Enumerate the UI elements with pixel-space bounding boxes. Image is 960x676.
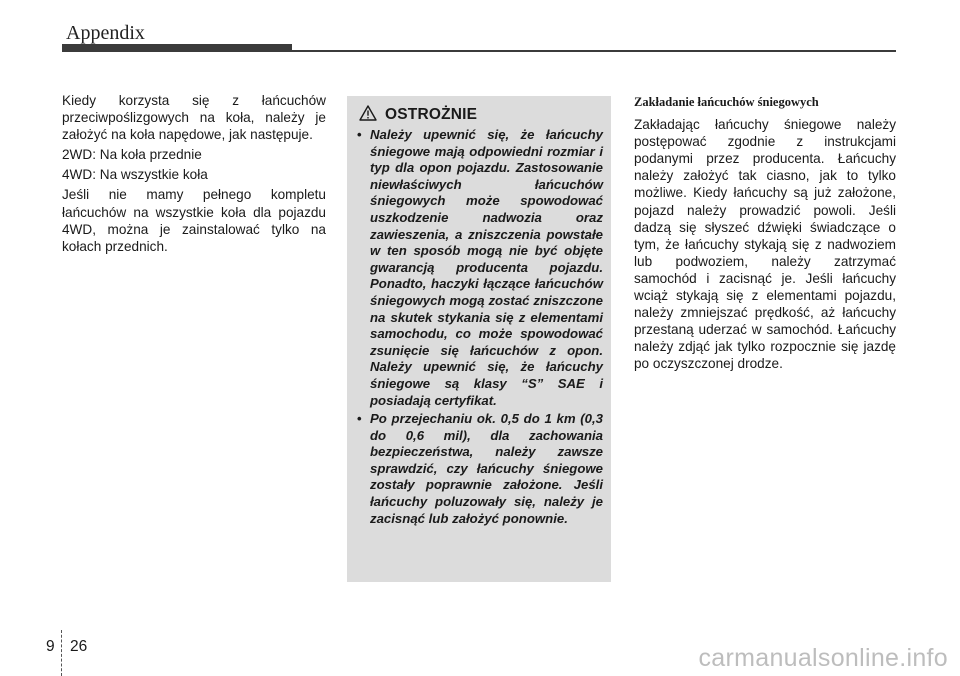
caution-item-text: Należy upewnić się, że łańcuchy śniegowe mają odpowiedni rozmiar i typ dla opon pojazdu. Zastosowanie niewłaściwych łańcuchów śniegowych może spowodować uszkodzenie nadwozia oraz zawieszenia, a zniszczenia powstałe w ten sposób mogą nie być objęte gwarancją producenta pojazdu. Ponadto, haczyki łączące łańcuchów śniegowych mogą zostać zniszczone na skutek stykania się z elementami samochodu, co może spowodować zsunięcie się łańcuchów z opon. Należy upewnić się, że łańcuchy śniegowe są klasy “S” SAE i posiadają certyfikat.	[370, 127, 603, 408]
page-number: 26	[70, 638, 88, 655]
caution-title: OSTROŻNIE	[385, 106, 478, 123]
warning-triangle-icon	[359, 105, 377, 126]
caution-item	[357, 127, 603, 409]
caution-item-text: Po przejechaniu ok. 0,5 do 1 km (0,3 do 0,6 mil), dla zachowania bezpieczeństwa, należy zawsze sprawdzić, czy łańcuchy śniegowe zostały poprawnie założone. Jeśli łańcuchy poluzowały się, należy je zacisnąć lub założyć ponownie.	[370, 411, 603, 526]
footer-divider	[61, 630, 62, 676]
installation-paragraph: Zakładając łańcuchy śniegowe należy postępować zgodnie z instrukcjami podanymi przez producenta. Łańcuchy należy założyć tak ciasno, jak to tylko możliwe. Kiedy łańcuchy są już założone, pojazd należy prowadzić powoli. Jeśli dadzą się słyszeć dźwięki świadczące o tym, że łańcuchy stykają się z nadwoziem lub podwoziem, należy zatrzymać samochód i zacisnąć je. Jeśli łańcuchy wciąż stykają się z elementami pojazdu, należy zmniejszać prędkość, aż łańcuchy przestaną uderzać w samochód. Łańcuchy należy zdjąć jak tylko rozpocznie się jazdę po oczyszczonej drodze.	[634, 117, 896, 372]
right-column	[634, 94, 896, 376]
bullet-dot: •	[357, 411, 362, 427]
caution-list	[357, 127, 603, 529]
caution-item	[357, 411, 603, 527]
2wd-line: 2WD: Na koła przednie	[62, 147, 202, 163]
site-watermark: carmanualsonline.info	[698, 644, 948, 672]
caution-header	[359, 104, 477, 126]
intro-paragraph: Kiedy korzysta się z łańcuchów przeciwpoślizgowych na koła, należy je założyć na koła napędowe, jak następuje.	[62, 93, 326, 143]
section-title: Appendix	[66, 22, 145, 44]
header-rule	[62, 50, 896, 52]
4wd-line: 4WD: Na wszystkie koła	[62, 167, 208, 183]
caution-box	[347, 96, 611, 582]
left-column	[62, 92, 326, 258]
4wd-note-paragraph: Jeśli nie mamy pełnego kompletu łańcuchów na wszystkie koła dla pojazdu 4WD, można je zainstalować tylko na kołach przednich.	[62, 187, 326, 254]
installation-heading: Zakładanie łańcuchów śniegowych	[634, 95, 819, 109]
chapter-number: 9	[46, 638, 55, 655]
bullet-dot: •	[357, 127, 362, 142]
